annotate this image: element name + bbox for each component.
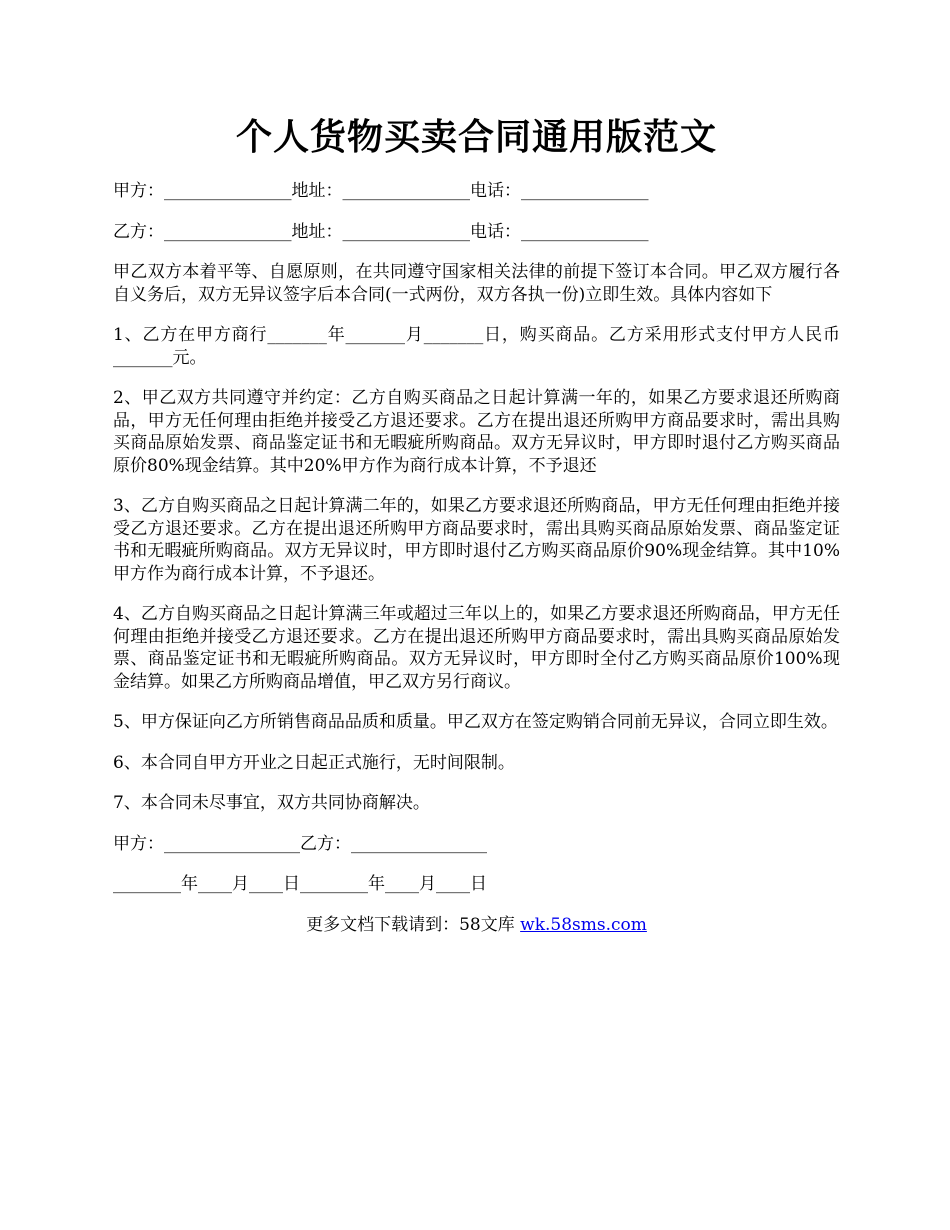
date-line: ________年____月____日________年____月____日 [113,874,487,894]
party-a-line: 甲方：_______________地址：_______________电话：_______________ [113,181,649,201]
intro-paragraph: 甲乙双方本着平等、自愿原则，在共同遵守国家相关法律的前提下签订本合同。甲乙双方履行各自义务后，双方无异议签字后本合同(一式两份，双方各执一份)立即生效。具体内容如下 [113,262,840,305]
footer-link[interactable]: wk.58sms.com [520,914,647,935]
document-title: 个人货物买卖合同通用版范文 [235,116,717,158]
party-b-line: 乙方：_______________地址：_______________电话：_______________ [113,221,649,242]
clause-2: 2、甲乙双方共同遵守并约定：乙方自购买商品之日起计算满一年的，如果乙方要求退还所购商品，甲方无任何理由拒绝并接受乙方退还要求。乙方在提出退还所购甲方商品要求时，需出具购买商品原始发票、商品鉴定证书和无暇疵所购商品。双方无异议时，甲方即时退付乙方购买商品原价80%现金结算。其中20%甲方作为商行成本计算，不予退还 [113,388,840,476]
signature-line: 甲方：________________乙方：________________ [113,833,487,854]
clause-6: 6、本合同自甲方开业之日起正式施行，无时间限制。 [113,752,515,773]
clause-4: 4、乙方自购买商品之日起计算满三年或超过三年以上的，如果乙方要求退还所购商品，甲方无任何理由拒绝并接受乙方退还要求。乙方在提出退还所购甲方商品要求时，需出具购买商品原始发票、商品鉴定证书和无暇疵所购商品。双方无异议时，甲方即时全付乙方购买商品原价100%现金结算。如果乙方所购商品增值，甲乙双方另行商议。 [113,604,840,692]
footer-text: 更多文档下载请到：58文库 [306,914,521,935]
document-page [113,112,840,936]
clause-5: 5、甲方保证向乙方所销售商品品质和质量。甲乙双方在签定购销合同前无异议，合同立即生效。 [113,712,838,732]
clause-1: 1、乙方在甲方商行_______年_______月_______日，购买商品。乙方采用形式支付甲方人民币_______元。 [113,325,840,368]
download-footer [113,914,840,937]
clause-7: 7、本合同未尽事宜，双方共同协商解决。 [113,793,430,813]
clause-3: 3、乙方自购买商品之日起计算满二年的，如果乙方要求退还所购商品，甲方无任何理由拒绝并接受乙方退还要求。乙方在提出退还所购甲方商品要求时，需出具购买商品原始发票、商品鉴定证书和无暇疵所购商品。双方无异议时，甲方即时退付乙方购买商品原价90%现金结算。其中10%甲方作为商行成本计算，不予退还。 [113,496,840,584]
